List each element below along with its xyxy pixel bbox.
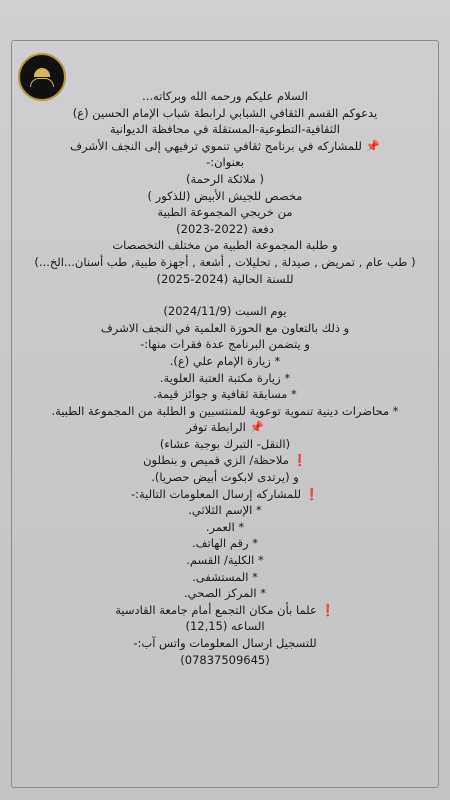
provides-detail-line: (النقل- التبرك بوجبة عشاء) bbox=[159, 436, 291, 451]
org-line: الثقافية-التطوعية-المستقلة في محافظة الديوانية bbox=[110, 122, 340, 137]
list-item: * زيارة الإمام علي (ع). bbox=[169, 353, 281, 368]
greeting-line: السلام عليكم ورحمه الله وبركاته... bbox=[142, 89, 308, 103]
arch-shape bbox=[30, 78, 54, 87]
list-item: * المركز الصحي. bbox=[184, 586, 266, 601]
cooperation-line: و ذلك بالتعاون مع الحوزة العلمية في النجف الاشرف bbox=[100, 320, 350, 335]
list-item: * زيارة مكتبة العتبة العلوية. bbox=[159, 370, 291, 385]
list-item: * مسابقة ثقافية و جوائز قيمة. bbox=[153, 387, 297, 402]
spacer bbox=[14, 287, 436, 303]
students-line: و طلبة المجموعة الطبية من مختلف التخصصات bbox=[112, 238, 338, 253]
list-item: * العمر. bbox=[205, 519, 245, 534]
year-line: للسنة الحالية (2024-2025) bbox=[156, 271, 294, 286]
date-line: يوم السبت (2024/11/9) bbox=[163, 304, 287, 319]
time-line: الساعه (12,15) bbox=[185, 619, 265, 634]
meeting-place-line: ❗ علما بأن مكان التجمع أمام جامعة القادسية bbox=[115, 602, 335, 617]
batch-line: دفعة (2022-2023) bbox=[176, 221, 274, 236]
list-item: * الإسم الثلاثي. bbox=[188, 503, 262, 518]
invite-line: يدعوكم القسم الثقافي الشبابي لرابطة شباب الإمام الحسين (ع) bbox=[72, 105, 378, 120]
program-title-line: ( ملائكة الرحمة) bbox=[186, 171, 264, 186]
labcoat-line: و (يرتدى لابكوت أبيض حصريا). bbox=[151, 470, 299, 485]
graduates-line: من خريجي المجموعة الطبية bbox=[157, 205, 293, 220]
specialties-line: ( طب عام , تمريض , صيدلة , تحليلات , أشعة , أجهزة طبية, طب أسنان...الخ...) bbox=[34, 254, 416, 269]
register-line: للتسجيل ارسال المعلومات واتس آب:- bbox=[133, 636, 317, 650]
dome-shape bbox=[34, 68, 50, 77]
list-item: * رقم الهاتف. bbox=[191, 536, 259, 551]
phone-line: (07837509645) bbox=[180, 652, 270, 667]
info-request-line: ❗ للمشاركه إرسال المعلومات التالية:- bbox=[130, 486, 320, 501]
list-item: * محاضرات دينية تنموية توعوية للمنتسبين و الطلبة من المجموعة الطبية. bbox=[51, 403, 399, 418]
program-line: 📌 للمشاركه في برنامج ثقافي تنموي ترفيهي إلى النجف الأشرف bbox=[70, 138, 380, 153]
list-item: * المستشفى. bbox=[192, 569, 258, 584]
audience-line: مخصص للجيش الأبيض (للذكور ) bbox=[147, 188, 303, 203]
announcement-text bbox=[14, 88, 436, 668]
provides-line: 📌 الرابطة توفر bbox=[186, 420, 264, 435]
list-item: * الكلية/ القسم. bbox=[186, 553, 264, 568]
program-items-line: و يتضمن البرنامج عدة فقرات منها:- bbox=[140, 337, 310, 352]
dress-code-line: ❗ ملاحظة/ الزي قميص و بنطلون bbox=[143, 453, 307, 468]
title-label-line: بعنوان:- bbox=[206, 155, 244, 170]
